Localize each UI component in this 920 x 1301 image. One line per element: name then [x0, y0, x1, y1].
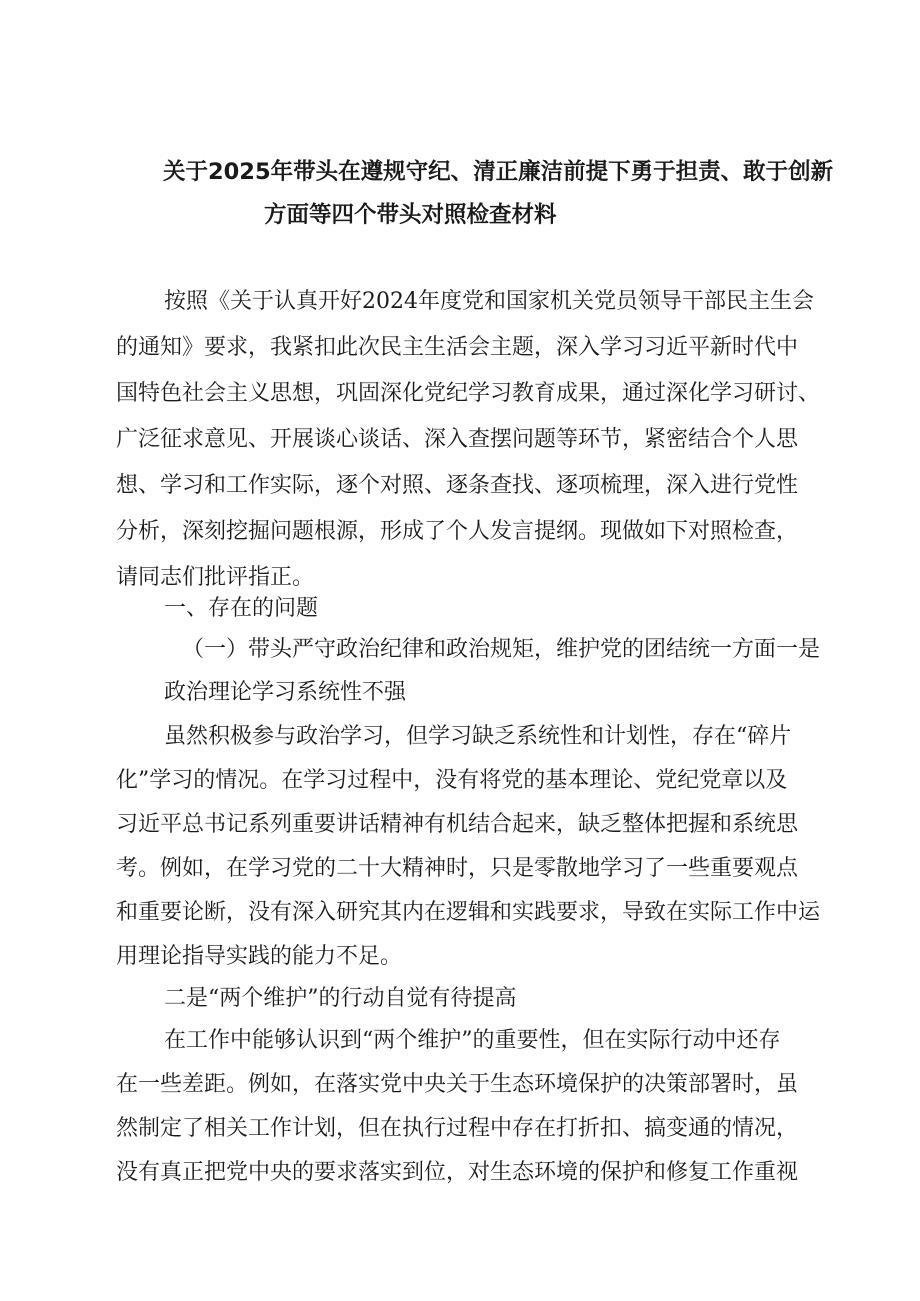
paragraph-line: 没有真正把党中央的要求落实到位，对生态环境的保护和修复工作重视 [116, 1160, 799, 1185]
intro-line: 国特色社会主义思想，巩固深化党纪学习教育成果，通过深化学习研讨、 [116, 381, 821, 406]
intro-line: 想、学习和工作实际，逐个对照、逐条查找、逐项梳理，深入进行党性 [116, 473, 799, 498]
paragraph-line: 用理论指导实践的能力不足。 [116, 944, 403, 969]
paragraph-line: 然制定了相关工作计划，但在执行过程中存在打折扣、搞变通的情况， [116, 1116, 799, 1141]
document-title-line-1: 关于2025年带头在遵规守纪、清正廉洁前提下勇于担责、敢于创新 [163, 159, 834, 185]
intro-line: 按照《关于认真开好2024年度党和国家机关党员领导干部民主生会 [164, 289, 814, 314]
subsection-heading: 政治理论学习系统性不强 [164, 680, 407, 705]
document-title-line-2: 方面等四个带头对照检查材料 [264, 202, 557, 228]
intro-line: 请同志们批评指正。 [116, 565, 315, 590]
point-heading: 二是“两个维护”的行动自觉有待提高 [164, 986, 517, 1011]
subsection-heading: （一）带头严守政治纪律和政治规矩，维护党的团结统一方面一是 [182, 637, 821, 662]
intro-line: 的通知》要求，我紧扣此次民主生活会主题，深入学习习近平新时代中 [116, 335, 799, 360]
paragraph-line: 化”学习的情况。在学习过程中，没有将党的基本理论、党纪党章以及 [116, 768, 788, 793]
paragraph-line: 考。例如，在学习党的二十大精神时，只是零散地学习了一些重要观点 [116, 856, 799, 881]
intro-line: 分析，深刻挖掘问题根源，形成了个人发言提纲。现做如下对照检查， [116, 519, 799, 544]
paragraph-line: 习近平总书记系列重要讲话精神有机结合起来，缺乏整体把握和系统思 [116, 812, 799, 837]
paragraph-line: 在工作中能够认识到“两个维护”的重要性，但在实际行动中还存 [164, 1028, 781, 1053]
section-heading: 一、存在的问题 [164, 596, 319, 621]
paragraph-line: 在一些差距。例如，在落实党中央关于生态环境保护的决策部署时，虽 [116, 1072, 799, 1097]
paragraph-line: 和重要论断，没有深入研究其内在逻辑和实践要求，导致在实际工作中运 [116, 900, 821, 925]
intro-line: 广泛征求意见、开展谈心谈话、深入查摆问题等环节，紧密结合个人思 [116, 427, 799, 452]
paragraph-line: 虽然积极参与政治学习，但学习缺乏系统性和计划性，存在“碎片 [164, 724, 792, 749]
